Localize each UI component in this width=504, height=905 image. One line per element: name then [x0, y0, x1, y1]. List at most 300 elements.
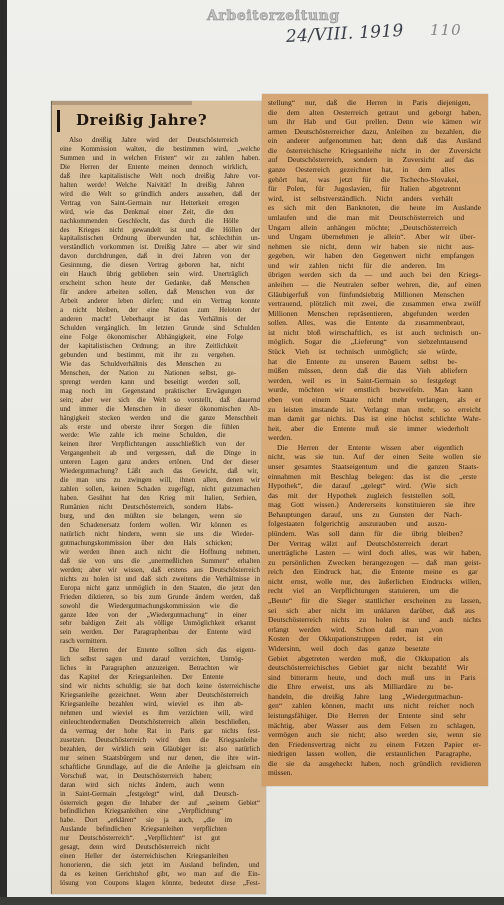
text-line: [60, 843, 260, 852]
text-line: [60, 145, 260, 154]
text-line-content: Gesinnung, die diesen Vertrag geboren hat, nicht: [60, 261, 245, 270]
text-line-content: und immer die Menschen in dieser ökonomischen Ab-: [60, 404, 260, 413]
text-line-content: unteren Lagen ganz anders ertönen. Und der dieser: [60, 458, 259, 467]
text-line-content: a nicht bleiben, der eine Nation zum Heloten der: [60, 306, 260, 315]
text-line-content: Die Herren der Entente meinen dennoch wirklich,: [60, 162, 248, 171]
article-column-right: [268, 98, 481, 779]
handwritten-date: 24/VIII. 1919: [285, 20, 405, 47]
text-line: [60, 512, 260, 521]
text-line: [268, 510, 481, 520]
text-line-content: anleihen — die Neutralen selber wehren, die, auf einen: [268, 279, 481, 289]
text-line: [60, 852, 260, 861]
text-line-content: Stück Vieh ist technisch unmöglich; sie würde,: [268, 347, 457, 357]
text-line-content: ganze Idee von der „Wiedergutmachung“ in einer: [60, 610, 247, 619]
text-line-content: kapitalistischen Ordnung überwunden hat, schlechthin un-: [60, 234, 260, 243]
text-line: [60, 646, 260, 655]
text-line: [60, 190, 260, 199]
text-line: [60, 539, 260, 548]
text-line-content: werden.: [268, 433, 292, 443]
text-line-content: Vergangenheit ab und vergessen, daß die Dinge in: [60, 449, 257, 458]
text-line: [60, 557, 260, 566]
text-line-content: des Krieges nicht gewandelt ist und die Höllen der: [60, 225, 260, 234]
text-line-content: befindlichen Kriegsanleihen eine „Verpflichtung“: [60, 807, 223, 816]
text-line: [268, 548, 481, 558]
text-line: [60, 387, 260, 396]
text-line: [268, 740, 481, 750]
text-line-content: hängigkeit stecken werden und die ganze Menschheit: [60, 413, 258, 422]
text-line-content: anderen macht! Ueberhaupt ist das Verhältnis der: [60, 315, 246, 324]
text-line: [60, 575, 260, 584]
text-line: [268, 108, 481, 118]
text-line-content: übrigen werden sich da — und auch bei den Kriegs-: [268, 270, 481, 280]
text-line: [60, 405, 260, 414]
text-line: [268, 654, 481, 664]
text-line-content: Arbeit anderer leben dürfen; und ein Vertrag konnte: [60, 297, 260, 306]
text-line-content: Widersinn, weil doch das ganze besetzte: [268, 643, 430, 653]
text-line-content: gehört hat, was jetzt für die Tschecho-Slovakei,: [268, 174, 459, 184]
text-line-content: honorieren, die sich jetzt im Ausland befinden, und: [60, 861, 260, 870]
text-line: [268, 203, 481, 213]
masthead-stamp: Arbeiterzeitung: [207, 8, 340, 24]
text-line: [60, 655, 260, 664]
text-line: [268, 136, 481, 146]
text-line-content: wir werden ihnen auch nicht die Hoffnung nehmen,: [60, 547, 260, 556]
text-line: [60, 279, 260, 288]
archive-number: 110: [430, 21, 462, 39]
text-line: [268, 721, 481, 731]
text-line-content: gutmachungskommission über den Hals schicken;: [60, 538, 233, 547]
text-line: [60, 172, 260, 181]
text-line-content: und Ungarn übernehmen je allein“. Aber wir über-: [268, 232, 476, 242]
text-line: [268, 184, 481, 194]
text-line: [60, 593, 260, 602]
text-line-content: müßen müssen, denn daß die das Vieh abliefern: [268, 366, 468, 376]
text-line: [268, 692, 481, 702]
text-line: [268, 577, 481, 587]
text-line-content: daß ihre kapitalistische Welt noch dreißig Jahre vor-: [60, 171, 260, 180]
text-line-content: mächtig, aber Wasser aus dem Felsen zu schlagen,: [268, 720, 476, 730]
text-line: [268, 433, 481, 443]
text-line: [60, 199, 260, 208]
text-line: [268, 117, 481, 127]
text-line-content: Der Vertrag wälzt auf Deutschösterreich derart: [268, 538, 449, 548]
text-line-content: lösung von Coupons klagen könnte, bedeutet diese „Fest-: [60, 879, 260, 888]
text-line: [268, 558, 481, 568]
text-line: [60, 449, 260, 458]
text-line-content: eine Kommission walten, die bestimmen wird, „welche: [60, 144, 260, 153]
text-line-content: nicht ernst, wolle nur, des äußerlichen Eindrucks willen,: [268, 576, 481, 586]
text-line: [268, 481, 481, 491]
text-line: [268, 318, 481, 328]
text-line: [268, 213, 481, 223]
text-line: [268, 165, 481, 175]
text-line: [268, 529, 481, 539]
text-line-content: nur Deutschösterreich“. „Verpflichten“ ist gut: [60, 834, 221, 843]
text-line-content: handeln, die dreißig Jahre lang „Wiedergutmachun-: [268, 691, 463, 701]
text-line: [268, 768, 481, 778]
text-line-content: um ihr Hab und Gut prellen. Denn wie kämen wir: [268, 117, 481, 127]
text-line-content: bezahlen, der wirklich sein Gläubiger ist: also natürlich: [60, 744, 260, 753]
text-line: [268, 711, 481, 721]
text-line: [60, 378, 260, 387]
text-line-content: Rumänien nicht Deutschösterreich, sondern Habs-: [60, 503, 233, 512]
text-line: [268, 615, 481, 625]
text-line-content: haben. Gesühnt hat den Krieg mit Italien, Serbien,: [60, 494, 257, 503]
text-line-content: und wir zahlen nicht für die anderen. Im: [268, 260, 445, 270]
text-line: [60, 458, 260, 467]
text-line-content: vertrauend, plötzlich mit zwei, die zusammen etwa zwölf: [268, 299, 481, 309]
text-line: [268, 270, 481, 280]
text-line-content: stellung“ nur, daß die Herren in Paris diejenigen,: [268, 98, 471, 107]
text-line: [60, 736, 260, 745]
text-line-content: den Friedensvertrag nicht zu einem Fetzen Papier er-: [268, 739, 481, 749]
text-line-content: die österreichische Kriegsanleihe nicht in der Zuversicht: [268, 145, 481, 155]
text-line: [60, 870, 260, 879]
text-line-content: unerträgliche Lasten — wird doch alles, was wir haben,: [268, 548, 481, 558]
text-line: [60, 252, 260, 261]
text-line: [60, 485, 260, 494]
text-line: [268, 395, 481, 405]
mount-edge-left: [0, 0, 7, 905]
text-line-content: leistungsfähiger. Die Herren der Entente sind sehr: [268, 711, 466, 720]
text-line-content: ein anderer aufgenommen hat; denn daß das Ausland: [268, 136, 481, 146]
text-line: [60, 217, 260, 226]
text-line-content: da vermag der hohe Rat in Paris gar nichts fest-: [60, 726, 260, 735]
text-line: [268, 299, 481, 309]
text-line: [268, 663, 481, 673]
text-line-content: lich selbst sagen und darauf verzichten, Unmög-: [60, 655, 244, 664]
text-line: [268, 290, 481, 300]
text-line: [60, 270, 260, 279]
text-line-content: die Ehre erweist, uns als Milliardäre zu be-: [268, 682, 454, 692]
text-line-content: werden; aber wir wissen, daß erstens aus Deutschösterreich: [60, 565, 260, 574]
text-line: [60, 467, 260, 476]
text-line: [268, 682, 481, 692]
text-line-content: für andere arbeiten sollen, daß Menschen von der: [60, 288, 255, 297]
text-line: [60, 673, 260, 682]
text-line: [60, 566, 260, 575]
text-line-content: möglich. Sogar die „Lieferung“ von siebzehntausend: [268, 337, 468, 347]
text-line: [268, 673, 481, 683]
text-line-content: Wiedergutmachung? Läßt auch das Gewicht, daß wir,: [60, 467, 259, 476]
text-line-content: zahlen sollen, keinen Schaden zugefügt, nicht gutzumachen: [60, 485, 260, 494]
text-line-content: das mit der Hypothek zugleich feststellen soll,: [268, 490, 455, 500]
text-line: [60, 440, 260, 449]
text-line: [268, 175, 481, 185]
text-line-content: österreich gegen die Inhaber der auf „seinem Gebiet“: [60, 798, 260, 807]
text-line-content: Ungarn allein anhängen möchte; „Deutschösterreich: [268, 222, 458, 232]
text-line: [60, 781, 260, 790]
text-line-content: die man uns zu zwingen will, ihnen allen, denen wir: [60, 476, 260, 485]
text-line-content: nichts zu holen ist und daß sich zweitens die Verhältnisse in: [60, 574, 260, 583]
text-line: [268, 280, 481, 290]
text-line-content: zusetzen. Deutschösterreich wird dem die Kriegsanleihe: [60, 735, 258, 744]
text-line-content: zu persönlichen Zwecken herangezogen — daß man geist-: [268, 557, 481, 567]
text-line-content: hat die Entente zu unseren Bauern selbst be-: [268, 356, 458, 366]
text-line: [268, 405, 481, 415]
text-line-content: Europa nicht ganz unmöglich in den Staaten, die jetzt den: [60, 583, 260, 592]
text-line: [60, 163, 260, 172]
text-line: [60, 799, 260, 808]
text-line: [268, 376, 481, 386]
text-line: [60, 682, 260, 691]
text-line-content: einnahmen mit Beschlag belegen: das ist die „erste: [268, 471, 477, 481]
text-line: [268, 452, 481, 462]
text-line-content: gebunden und bestimmt, mit ihr zu vergehen.: [60, 350, 236, 359]
text-line: [60, 297, 260, 306]
text-line-content: die sie da ausgeheckt haben, noch gründlich revidieren: [268, 758, 481, 768]
text-line-content: Gläubigerfuß von fünfundsiebzig Millionen Menschen: [268, 289, 465, 299]
text-line: [268, 567, 481, 577]
text-line-content: nehmen und wieviel es ihm verzichten will, wird: [60, 709, 253, 717]
text-line-content: sein; aber wer sich die Welt so vorstellt, daß dauernd: [60, 395, 260, 404]
text-line-content: sind wir nichts schuldig; sie hat doch keine österreichische: [60, 682, 260, 691]
text-line-content: gegeben, wir haben den Gegenwert nicht empfangen: [268, 251, 475, 261]
text-line: [268, 385, 481, 395]
text-line: [268, 606, 481, 616]
text-line: [60, 754, 260, 763]
text-line-content: Gebiet abgetreten werden muß, die Okkupation als: [268, 653, 469, 663]
text-line-content: Auslande befindlichen Kriegsanleihen verpflichten: [60, 825, 227, 834]
text-line: [60, 718, 260, 727]
text-line-content: sei sich aber nicht im unklaren darüber, daß aus: [268, 605, 475, 615]
text-line-content: die dem alten Oesterreich getraut und geborgt haben,: [268, 107, 481, 117]
text-line: [268, 586, 481, 596]
text-line-content: erlangt werden wird. Schon daß man „von: [268, 624, 443, 634]
text-line-content: einleuchtendermaßen Deutschösterreich allein beschließen,: [60, 717, 250, 726]
text-line: [268, 443, 481, 453]
text-line-content: burg, und den müßten sie belangen, wenn sie: [60, 512, 243, 521]
text-line-content: Wie das Schuldverhältnis des Menschen zu: [60, 359, 222, 368]
text-line: [268, 127, 481, 137]
text-line-content: deutschösterreichisches Gebiet gar nicht bezahlt! Wir: [268, 663, 469, 673]
mount-edge-bottom: [0, 897, 504, 905]
text-line-content: eine Folge ökonomischer Abhängigkeit, eine Folge: [60, 332, 244, 341]
text-line-content: reich den Eindruck hat, die Entente meine es gar: [268, 567, 478, 577]
text-line: [268, 328, 481, 338]
text-line-content: Menschen, der Nation zu Nationen selbst, ge-: [60, 368, 236, 377]
text-line: [268, 500, 481, 510]
text-line-content: niedrigen lassen wollen, die erstaunlichen Paragraphe,: [268, 749, 472, 759]
text-line-content: Vorschuß war, in Deutschösterreich haben;: [60, 771, 212, 780]
text-line-content: das Kapitel der Kriegsanleihen. Der Entente: [60, 673, 224, 682]
text-line-content: folgestaaten folgerichtig auszurauben und auszu-: [268, 519, 448, 529]
text-line-content: unser gesamtes Staatseigentum und die ganzen Staats-: [268, 461, 479, 471]
text-line: [268, 414, 481, 424]
text-line: [268, 625, 481, 635]
text-line: [60, 431, 260, 440]
text-line: [60, 628, 260, 637]
text-line-content: plündern. Was soll dann für die übrig bleiben?: [268, 529, 463, 539]
text-line: [268, 309, 481, 319]
text-line: [60, 208, 260, 217]
text-line: [60, 861, 260, 870]
text-line: [60, 261, 260, 270]
text-line-content: gen“ zahlen können, macht uns nicht reicher noch: [268, 701, 474, 711]
text-line-content: Summen und in welchen Fristen“ wir zu zahlen haben.: [60, 153, 260, 162]
text-line: [268, 519, 481, 529]
text-line: [268, 701, 481, 711]
text-line: [60, 834, 260, 843]
text-line-content: werde: Wie zahle ich meine Schulden, die: [60, 431, 226, 440]
text-line-content: Kriegsanleihe bezahlen wird, wieviel es ihm ab-: [60, 700, 244, 709]
text-line: [60, 351, 260, 360]
text-line-content: Hypothek“, die darauf „gelegt“ wird. (Wie sich: [268, 481, 458, 491]
text-line-content: daran wird sich nichts ändern, auch wenn: [60, 780, 225, 789]
text-line: [60, 414, 260, 423]
text-line: [60, 611, 260, 620]
text-line-content: der kapitalistischen Ordnung; an ihre Zeitlichkeit: [60, 341, 238, 350]
text-line-content: Frieden diktieren, so bis zum Grunde ändern werden, daß: [60, 592, 260, 601]
text-line: [60, 243, 260, 252]
text-line: [60, 306, 260, 315]
text-line: [268, 98, 481, 108]
text-line: [268, 644, 481, 654]
text-line-content: Schulden vergänglich. Im letzten Grunde sind Schulden: [60, 324, 260, 333]
text-line-content: Die Herren der Entente wissen aber eigentlich: [277, 442, 464, 452]
text-line: [268, 634, 481, 644]
text-line: [60, 745, 260, 754]
text-line: [60, 584, 260, 593]
text-line: [268, 472, 481, 482]
title-rule: [57, 110, 60, 132]
text-line: [60, 226, 260, 235]
text-line-content: sprengt werden kann und beseitigt werden soll,: [60, 377, 240, 386]
text-line: [60, 879, 260, 888]
text-line: [268, 462, 481, 472]
text-line: [268, 749, 481, 759]
text-line: [60, 790, 260, 799]
text-line-content: erscheint schon heute der Gedanke, daß Menschen: [60, 279, 250, 288]
text-line: [268, 730, 481, 740]
text-line: [60, 763, 260, 772]
text-line: [60, 154, 260, 163]
text-line: [60, 619, 260, 628]
text-line-content: davon durchdrungen, daß in drei Jahren von der: [60, 252, 251, 261]
text-line-content: nicht, was sie tun. Auf der einen Seite wollen sie: [268, 452, 481, 462]
text-line-content: gesagt, denn wird Deutschösterreich nicht: [60, 843, 210, 852]
text-line-content: als erste und oberste ihrer Sorgen die fühlen: [60, 422, 240, 431]
text-line-content: heit, aber die Entente muß sie immer wiederholt: [268, 423, 469, 433]
text-line: [60, 360, 260, 369]
text-line: [268, 194, 481, 204]
text-line: [268, 223, 481, 233]
text-line: [268, 539, 481, 549]
text-line-content: eben von einem Staate nicht mehr verlangen, als er: [268, 394, 481, 404]
text-line: [60, 476, 260, 485]
text-line-content: wurde, möchten wir ernstlich bezweifeln. Man kann: [268, 385, 473, 395]
text-line: [60, 181, 260, 190]
text-line: [60, 423, 260, 432]
text-line-content: ist nicht bloß wirtschaftlich, es ist auch technisch un-: [268, 327, 481, 337]
text-line: [268, 146, 481, 156]
text-line-content: keinen ihrer Verpflichtungen ausschließlich von der: [60, 440, 245, 449]
text-line-content: auf Deutschösterreich, sondern in Zuversicht auf das: [268, 155, 475, 165]
text-line: [268, 366, 481, 376]
text-line-content: müssen.: [268, 768, 293, 778]
text-line-content: sind bitterarm heute, und doch muß uns in Paris: [268, 672, 476, 682]
text-line-content: Vertrag von Saint-Germain nur Heiterkeit erregen: [60, 198, 240, 207]
text-line: [60, 324, 260, 333]
text-line-content: zu leisten imstande ist. Verlangt man mehr, so erreicht: [268, 404, 481, 414]
text-line-content: habe. Dort „erklären“ sie ja auch, „die im: [60, 816, 233, 825]
text-line-content: werden, weil es in Saint-Germain so festgelegt: [268, 375, 457, 385]
text-line-content: mag noch im Gegenstand praktischer Erwägungen: [60, 386, 242, 395]
text-line-content: Kriegsanleihe gezeichnet. Wenn aber Deutschösterreich: [60, 691, 249, 700]
text-line-content: natürlich nicht hindern, wenn sie uns die Wieder-: [60, 529, 254, 538]
text-line: [268, 424, 481, 434]
text-line-content: verständlich vorkommen ist. Dreißig Jahre — aber wir sind: [60, 243, 260, 252]
article-title: Dreißig Jahre?: [76, 111, 208, 129]
text-line: [60, 369, 260, 378]
text-line-content: halten werde! Welche Naivität! In dreißig Jahren: [60, 180, 245, 189]
text-line: [60, 521, 260, 530]
text-line-content: vermögen auch sie nicht; also werden sie, wenn sie: [268, 730, 481, 740]
text-line-content: sowohl die Wiedergutmachungskommission wie die: [60, 601, 239, 610]
text-line-content: sehr baldigen Zeit als völlige Unmöglichkeit erkannt: [60, 619, 256, 628]
text-line: [60, 825, 260, 834]
text-line: [60, 664, 260, 673]
text-line-content: mag Gott wissen.) Andererseits konstituieren sie ihre: [268, 500, 475, 510]
text-line: [268, 251, 481, 261]
text-line-content: Also dreißig Jahre wird der Deutschösterreich: [69, 136, 238, 144]
text-line: [60, 494, 260, 503]
text-line: [60, 700, 260, 709]
text-line-content: es sich mit den Banknoten, die heute im Auslande: [268, 203, 481, 213]
text-line-content: für Polen, für Jugoslavien, für Italien abgetrennt: [268, 184, 461, 194]
article-column-left: [60, 136, 260, 889]
text-line: [60, 772, 260, 781]
text-line-content: ein Hauch übrig geblieben sein wird. Unerträglich: [60, 270, 249, 279]
text-line: [60, 637, 260, 646]
text-line-content: sollen. Alles, was die Entente da zusammenbraut,: [268, 318, 465, 328]
text-line-content: Millionen Menschen repräsentieren, abgefunden werden: [268, 308, 470, 318]
text-line: [268, 155, 481, 165]
text-line-content: sein werden. Der Paragraphenbau der Entente wird: [60, 628, 251, 637]
text-line-content: daß sie von uns die „unermeßlichen Summen“ erhalten: [60, 556, 260, 565]
text-line: [60, 342, 260, 351]
text-line: [268, 347, 481, 357]
text-line-content: Behauptungen darauf, uns zu Gunsten der Nach-: [268, 509, 462, 519]
text-line: [60, 602, 260, 611]
text-line: [268, 759, 481, 769]
text-line: [60, 816, 260, 825]
text-line-content: recht viel an Verpflichtungen statuieren, um die: [268, 586, 459, 596]
text-line-content: wird, ist selbstverständlich. Nicht anders verhält: [268, 193, 453, 203]
text-line: [268, 232, 481, 242]
text-line-content: schaftliche Grundlage, auf die die Anleihe ja gleichsam ein: [60, 762, 260, 771]
text-line-content: wird, wie das Denkmal einer Zeit, die den: [60, 207, 234, 216]
text-line-content: Die Herren der Entente sollten sich das eigent-: [69, 646, 256, 655]
text-line-content: rasch vermittern.: [60, 637, 108, 646]
text-line-content: umlaufen und die man mit Deutschösterreich und: [268, 212, 465, 222]
text-line-content: liches in Paragraphen anzuzeigen. Betrachten wir: [60, 664, 239, 673]
text-line: [268, 261, 481, 271]
text-line: [268, 596, 481, 606]
text-line-content: man damit gar nichts. Das ist eine höchst schlichte Wahr-: [268, 414, 481, 424]
text-line: [60, 234, 260, 243]
text-line: [60, 503, 260, 512]
text-line: [268, 242, 481, 252]
text-line: [60, 548, 260, 557]
text-line: [60, 691, 260, 700]
text-line-content: nachkommenden Geschlecht, das durch die Hölle: [60, 216, 239, 225]
text-line: [60, 136, 260, 145]
text-line: [60, 709, 260, 718]
text-line: [60, 727, 260, 736]
text-line-content: nur seinen Staatsbürgern und nur denen, die ihre wirt-: [60, 753, 260, 762]
text-line-content: den Schadenersatz fordern wollen. Wir können es: [60, 520, 247, 529]
